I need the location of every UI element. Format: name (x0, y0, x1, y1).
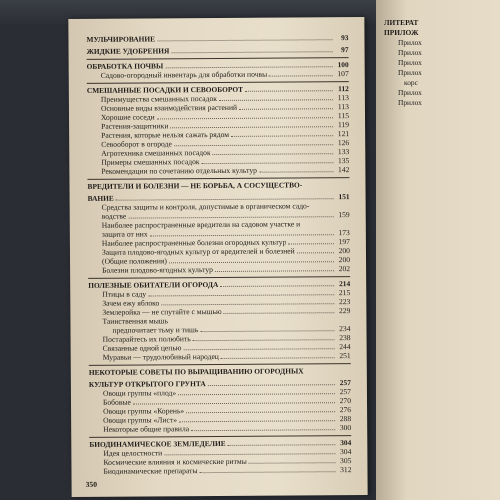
toc-entry-page: 276 (339, 405, 352, 415)
dot-leader (213, 153, 334, 155)
toc-entry-title: Преимущества смешанных посадок (100, 94, 218, 104)
toc-entry-title: водстве (101, 211, 127, 221)
dot-leader (224, 312, 335, 314)
dot-leader (133, 402, 335, 404)
toc-entry-title: СМЕШАННЫЕ ПОСАДКИ И СЕВООБОРОТ (86, 84, 244, 95)
dot-leader (288, 243, 334, 244)
right-toc-entry: Прилох (398, 88, 422, 97)
toc-entry-page: 251 (339, 351, 351, 361)
toc-entry-title: Защита плодово-ягодных культур от вредителей и болезней (101, 246, 295, 257)
toc-entry-title: Бобовые (102, 397, 131, 407)
toc-entry-page: 305 (340, 456, 352, 466)
page-number: 350 (85, 479, 98, 489)
dot-leader (269, 75, 333, 76)
toc-entry-page: 234 (339, 324, 351, 334)
toc-entry-page: 142 (337, 165, 350, 175)
dot-leader (164, 453, 335, 455)
toc-entry-title: защита от них (101, 229, 148, 239)
toc-entry-title: Овощи группы «Корень» (103, 406, 185, 416)
dot-leader (191, 429, 335, 431)
dot-leader (220, 285, 334, 287)
toc-entry-page: 200 (338, 246, 350, 256)
toc-entry-title: Основные виды взаимодействия растений (100, 102, 238, 113)
toc-entry-title: Космические влияния и космические ритмы (103, 456, 247, 467)
dot-leader (169, 261, 334, 263)
toc-entry (89, 465, 351, 476)
right-toc-entry: ЛИТЕРАТ (384, 18, 419, 27)
toc-entry-title: Севооборот в огороде (101, 139, 172, 149)
toc-entry-title: Землеройка — не спутайте с мышью (102, 306, 222, 317)
dot-leader (161, 303, 334, 305)
dot-leader (215, 270, 334, 272)
dot-leader (157, 117, 333, 119)
toc-entry-page: 151 (338, 192, 350, 202)
dot-leader (165, 66, 332, 68)
toc-entry-title: Агротехника смешанных посадок (101, 148, 211, 158)
toc-entry-page: 113 (337, 102, 349, 112)
toc-entry-page: 200 (338, 255, 351, 265)
toc-entry-page: 173 (338, 228, 350, 238)
toc-entry-title: КУЛЬТУР ОТКРЫТОГО ГРУНТА (88, 379, 206, 389)
toc-entry-page: 300 (339, 423, 352, 433)
toc-entry-page: 238 (339, 333, 351, 343)
toc-entry-page: 93 (341, 33, 349, 43)
toc-entry-title: Болезни плодово-ягодных культур (102, 265, 213, 275)
dot-leader (178, 393, 335, 395)
right-toc-entry: Прилох (398, 68, 422, 77)
toc-entry-page: 113 (337, 93, 349, 103)
right-toc-entry: ПРИЛОЖ (384, 28, 419, 37)
dot-leader (202, 162, 334, 164)
toc-entry-page: 223 (338, 297, 351, 307)
toc-entry-title: Постарайтесь их полюбить (102, 334, 191, 344)
toc-entry-page: 215 (338, 288, 351, 298)
toc-entry-title: Средства защиты и контроля, допустимые в органическом садо- (101, 201, 310, 212)
dot-leader (239, 108, 333, 110)
dot-leader (128, 216, 333, 218)
toc-entry-page: 270 (339, 396, 352, 406)
toc-entry-page: 107 (337, 69, 349, 79)
dot-leader (297, 252, 334, 253)
dot-leader (174, 144, 333, 146)
toc-entry-title: ОБРАБОТКА ПОЧВЫ (86, 61, 164, 71)
toc-entry-title: Биодинамические препараты (103, 466, 198, 476)
toc-entry-title: Связанные одной цепью (102, 343, 182, 353)
toc-entry (87, 177, 349, 191)
dot-leader (259, 171, 334, 173)
toc-entry-title: Муравьи — трудолюбивый народец (102, 351, 219, 362)
dot-leader (219, 99, 333, 101)
toc-entry-title: Рекомендации по сочетанию отдельных культур (101, 165, 257, 176)
toc-entry-title: Овощи группы «Лист» (103, 415, 178, 425)
dot-leader (245, 90, 333, 92)
dot-leader (171, 51, 332, 53)
toc-entry-title: ВРЕДИТЕЛИ И БОЛЕЗНИ — НЕ БОРЬБА, А СОСУЩЕСТВО- (87, 180, 303, 191)
dot-leader (231, 135, 333, 137)
dot-leader (228, 444, 336, 446)
dot-leader (249, 462, 336, 464)
left-page (68, 17, 367, 497)
toc-entry-page: 115 (337, 111, 350, 121)
toc-entry-title: Наиболее распространенные болезни огородных культур (101, 237, 287, 248)
toc-entry-page: 100 (337, 60, 349, 70)
right-toc-entry: Прилох (398, 38, 422, 47)
toc-entry-page: 312 (340, 465, 352, 475)
toc-entry-page: 119 (337, 120, 350, 130)
dot-leader (186, 411, 335, 413)
toc-entry (87, 69, 349, 80)
toc-entry-title: Идея целостности (103, 448, 163, 458)
toc-entry-page: 159 (338, 210, 350, 220)
toc-entry (87, 165, 349, 176)
right-page-toc (384, 18, 500, 108)
toc-entry-title: ПОЛЕЗНЫЕ ОБИТАТЕЛИ ОГОРОДА (88, 279, 219, 290)
toc-entry-title: Хорошие соседи (100, 112, 155, 122)
toc-entry-title: Некоторые общие правила (103, 424, 190, 434)
toc-entry-page: 121 (337, 129, 350, 139)
right-toc-entry: Прилох (398, 48, 422, 57)
toc-entry-title: Таинственная мышь (102, 316, 169, 326)
toc-entry (89, 423, 351, 434)
toc-entry-title: Зачем ежу яблоко (102, 298, 160, 308)
right-page (376, 0, 500, 500)
toc-entry-title: Наиболее распространенные вредители на садовом участке и (101, 219, 301, 230)
toc-entry-title: Птицы в саду (102, 289, 147, 299)
right-toc-entry: корс (404, 78, 418, 87)
toc-entry-title: НЕКОТОРЫЕ СОВЕТЫ ПО ВЫРАЩИВАНИЮ ОГОРОДНЫХ (88, 366, 304, 377)
dot-leader (179, 420, 335, 422)
dot-leader (208, 384, 335, 386)
dot-leader (148, 294, 334, 296)
right-toc-entry: Прилох (398, 98, 422, 107)
toc-entry-page: 304 (339, 447, 352, 457)
toc-entry-title: предпочитает тьму и тишь (112, 325, 199, 335)
dot-leader (200, 330, 334, 332)
toc-entry-title: Овощи группы «плод» (102, 388, 177, 398)
dot-leader (221, 357, 335, 359)
toc-entry (89, 351, 351, 362)
toc-entry (88, 264, 350, 275)
toc-entry-page: 112 (338, 84, 349, 94)
toc-entry-title: Растения, которые нельзя сажать рядом (101, 129, 230, 140)
toc-entry-title: Примеры смешанных посадок (101, 157, 200, 167)
dot-leader (170, 126, 333, 128)
toc-entry-page: 97 (341, 45, 349, 55)
toc-entry-title: ЖИДКИЕ УДОБРЕНИЯ (86, 46, 170, 56)
dot-leader (193, 339, 335, 341)
toc-entry-page: 288 (339, 414, 352, 424)
toc-entry-page: 126 (337, 138, 350, 148)
table-of-contents (86, 33, 351, 476)
toc-entry (89, 363, 351, 377)
dot-leader (157, 39, 332, 41)
toc-entry-page: 244 (339, 342, 351, 352)
toc-entry-title: (Общие положения) (101, 256, 167, 266)
toc-entry-page: 257 (339, 378, 351, 388)
toc-entry-page: 135 (337, 156, 350, 166)
toc-entry-page: 133 (337, 147, 350, 157)
toc-entry (86, 33, 348, 44)
dot-leader (150, 234, 334, 236)
toc-entry-title: Садово-огородный инвентарь для обработки почвы (100, 69, 268, 80)
toc-entry-page: 229 (338, 306, 351, 316)
toc-entry-title: МУЛЬЧИРОВАНИЕ (86, 34, 156, 44)
toc-entry-page: 257 (339, 387, 351, 397)
toc-entry-page: 202 (338, 264, 351, 274)
right-toc-entry: Прилох (398, 58, 422, 67)
toc-entry-page: 197 (338, 237, 350, 247)
dot-leader (200, 471, 336, 473)
toc-entry-title: ВАНИЕ (87, 193, 114, 203)
dot-leader (116, 198, 334, 201)
toc-entry-title: Растения-защитники (101, 121, 169, 131)
toc-entry-page: 304 (340, 438, 352, 448)
toc-entry-title: БИОДИНАМИЧЕСКОЕ ЗЕМЛЕДЕЛИЕ (89, 438, 226, 449)
toc-entry-page: 214 (339, 279, 351, 289)
dot-leader (183, 348, 334, 350)
toc-entry (87, 45, 349, 56)
